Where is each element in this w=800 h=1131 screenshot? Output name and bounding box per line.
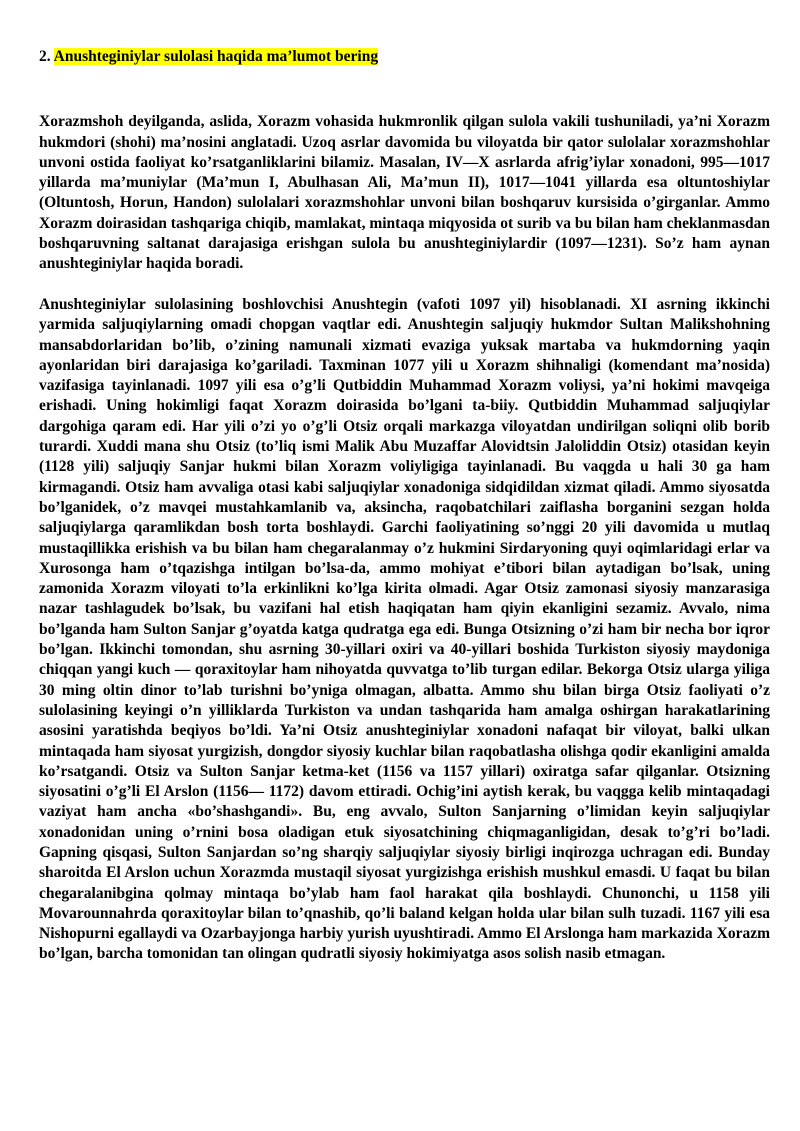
paragraph-intro: Xorazmshoh deyilganda, aslida, Xorazm vohasida hukmronlik qilgan sulola vakili tushuniladi, ya’ni Xorazm hukmdori (shohi) ma’nosini anglatadi. Uzoq asrlar davomida bu viloyatda bir qator sulolalar xorazmshohlar unvoni ostida faoliyat ko’rsatganliklarini bilamiz. Masalan, IV—X asrlarda afrig’iylar xonadoni, 995—1017 yillarda ma’muniylar (Ma’mun I, Abulhasan Ali, Ma’mun II), 1017—1041 yillarda esa oltuntoshiylar (Oltuntosh, Horun, Handon) sulolalari xorazmshohlar unvoni bilan boshqaruv kursisida o’girganlar. Ammo Xorazm doirasidan tashqariga chiqib, mamlakat, mintaqa miqyosida ot surib va bu bilan ham cheklanmasdan boshqaruvning saltanat darajasiga erishgan sulola bu anushteginiylardir (1097—1231). So’z ham aynan anushteginiylar haqida boradi. <box>39 113 770 273</box>
question-title: Anushteginiylar sulolasi haqida ma’lumot bering <box>53 48 379 65</box>
question-heading <box>39 47 770 67</box>
paragraph-main: Anushteginiylar sulolasining boshlovchisi Anushtegin (vafoti 1097 yil) hisoblanadi. XI asrning ikkinchi yarmida saljuqiylarning omadi chopgan vaqtlar edi. Anushtegin saljuqiy hukmdor Sultan Malikshohning mansabdorlaridan bo’lib, o’zining namunali xizmati evaziga yuksak martaba va hukmdorning yaqin ayonlaridan biri darajasiga ko’gariladi. Taxminan 1077 yili u Xorazm shihnaligi (komendant ma’nosida) vazifasiga tayinlanadi. 1097 yili esa o’g’li Qutbiddin Muhammad Xorazm voliysi, ya’ni hokimi mavqeiga erishadi. Uning hokimligi faqat Xorazm doirasida bo’lgani ta-biiy. Qutbiddin Muhammad saljuqiylar dargohiga qaram edi. Har yili o’zi yo o’g’li Otsiz orqali markazga viloyatdan undirilgan soliqni olib borib turardi. Xuddi mana shu Otsiz (to’liq ismi Malik Abu Muzaffar Alovidtsin Jaloliddin Otsiz) otasidan keyin (1128 yili) saljuqiy Sanjar hukmi bilan Xorazm voliyligiga tayinlanadi. Bu vaqgda u hali 30 ga ham kirmagandi. Otsiz ham avvaliga otasi kabi saljuqiylar xonadoniga sidqidildan xizmat qiladi. Ammo siyosatda bo’lganidek, o’z mavqei mustahkamlanib va, aksincha, raqobatchilari zaiflasha borganini sezgan holda saljuqiylarga qaramlikdan bosh torta boshlaydi. Garchi faoliyatining so’nggi 20 yili davomida u mutlaq mustaqillikka erishish va bu bilan ham chegaralanmay o’z hukmini Sirdaryoning quyi oqimlaridagi erlar va Xurosonga ham o’tqazishga intilgan bo’lsa-da, ammo mohiyat e’tibori bilan aytadigan bo’lsak, uning zamonida Xorazm viloyati to’la erkinlikni ko’lga kirita olmadi. Agar Otsiz zamonasi siyosiy manzarasiga nazar tashlagudek bo’lsak, bu vazifani hal etish haqiqatan ham qiyin ekanligini sezamiz. Avvalo, nima bo’lganda ham Sulton Sanjar g’oyatda katga qudratga ega edi. Bunga Otsizning o’zi ham bir necha bor iqror bo’lgan. Ikkinchi tomondan, shu asrning 30-yillari oxiri va 40-yillari boshida Turkiston siyosiy maydoniga chiqqan yangi kuch — qoraxitoylar ham nihoyatda quvvatga to’lib turgan edilar. Bekorga Otsiz ularga yiliga 30 ming oltin dinor to’lab turishni bo’yniga olmagan, albatta. Ammo shu bilan birga Otsiz faoliyati o’z sulolasining keyingi o’n yilliklarda Turkiston va undan tashqarida ham amalga oshirgan harakatlarining asosini yaratishda beqiyos bo’ldi. Ya’ni Otsiz anushteginiylar xonadoni nafaqat bir viloyat, balki ulkan mintaqada ham siyosat yurgizish, dongdor siyosiy kuchlar bilan raqobatlasha olishga qodir ekanligini amalda ko’rsatgandi. Otsiz va Sulton Sanjar ketma-ket (1156 va 1157 yillari) oxiratga safar qilganlar. Otsizning siyosatini o’g’li El Arslon (1156— 1172) davom ettiradi. Ochig’ini aytish kerak, bu vaqgga kelib mintaqadagi vaziyat ham ancha «bo’shashgandi». Bu, eng avvalo, Sulton Sanjarning o’limidan keyin saljuqiylar xonadonidan uning o’rnini bosa oladigan etuk siyosatchining chiqmaganligidan, desak to’g’ri bo’ladi. Gapning qisqasi, Sulton Sanjardan so’ng sharqiy saljuqiylar siyosiy birligi inqirozga uchragan edi. Bunday sharoitda El Arslon uchun Xorazmda mustaqil siyosat yurgizishga erishish mushkul emasdi. U faqat bu bilan chegaralanibgina qolmay mintaqa bo’ylab ham faol harakat qila boshlaydi. Chunonchi, u 1158 yili Movarounnahrda qoraxitoylar bilan to’qnashib, qo’li baland kelgan holda ular bilan sulh tuzadi. 1167 yili esa Nishopurni egallaydi va Ozarbayjonga harbiy yurish uyushtiradi. Ammo El Arslonga ham markazida Xorazm bo’lgan, barcha tomonidan tan olingan qudratli siyosiy hokimiyatga asos solish nasib etmagan. <box>39 295 770 963</box>
question-number: 2. <box>39 48 51 65</box>
document-page <box>39 47 770 985</box>
